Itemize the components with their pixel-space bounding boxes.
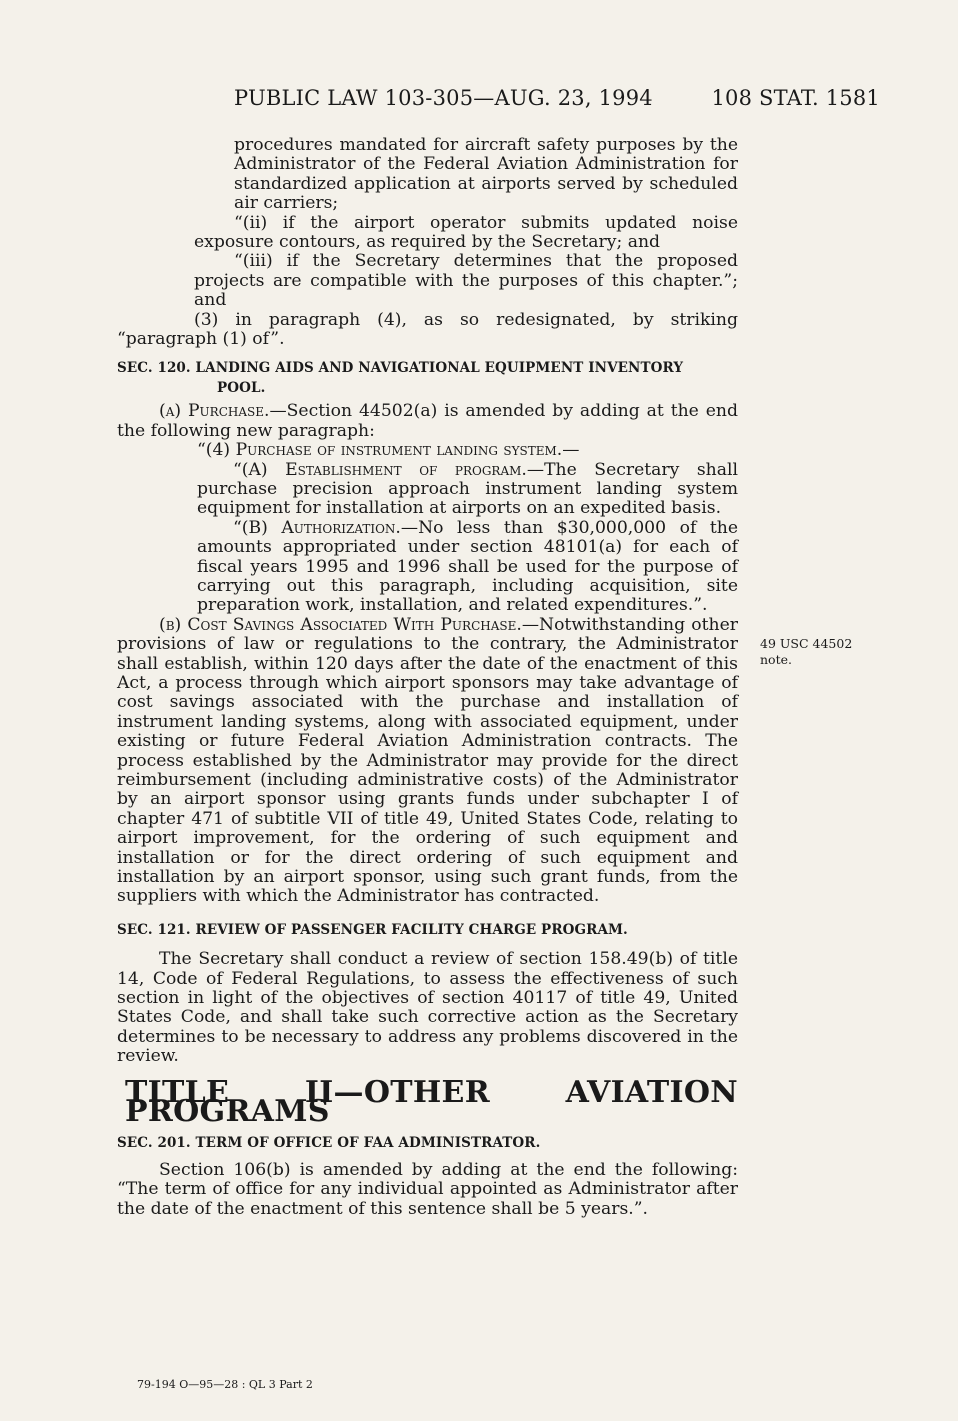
subsection-b-label: (b) Cost Savings Associated With Purchase. [159,614,522,635]
subparagraph-B-text: —No less than $30,000,000 of the amounts appropriated under section 48101(a) for each of fiscal years 1995 and 1996 shall be used for the purpose of carrying out this paragraph, including acquisition, site preparation work, installation, and related expenditures.”. [197,517,739,616]
clause-3 [117,311,738,350]
print-footer: 79-194 O—95—28 : QL 3 Part 2 [137,1378,313,1391]
subparagraph-B-label: “(B) Authorization. [233,517,401,538]
margin-note-line1: 49 USC 44502 [760,636,853,651]
section-120-heading [117,359,738,398]
running-header-title: PUBLIC LAW 103-305—AUG. 23, 1994 [234,86,653,110]
section-120-heading-cont: POOL. [217,379,266,396]
subparagraph-A-label: “(A) Establishment of program. [233,459,527,480]
clause-3-text: (3) in paragraph (4), as so redesignated, by striking “paragraph (1) of”. [117,309,738,350]
clause-iii: “(iii) if the Secretary determines that the proposed projects are compatible with the purposes of this chapter.”; and [194,251,738,311]
continued-paragraph: procedures mandated for aircraft safety purposes by the Administrator of the Federal Aviation Administration for standardized application at airports served by scheduled air carriers; [234,135,738,214]
subsection-b-text: —Notwithstanding other provisions of law or regulations to the contrary, the Administrator shall establish, within 120 days after the date of the enactment of this Act, a process through which airport sponsors may take advantage of cost savings associated with the purchase and installation of instrument landing systems, along with associated equipment, under existing or future Federal Aviation Administration contracts. The process established by the Administrator may provide for the direct reimbursement (including administrative costs) of the Administrator by an airport sponsor using grants funds under subchapter I of chapter 471 of subtitle VII of title 49, United States Code, relating to airport improvement, for the ordering of such equipment and installation or for the direct ordering of such equipment and installation by an airport sponsor, using such grant funds, from the suppliers with which the Administrator has contracted. [117,614,738,907]
body-text [117,136,738,1219]
subsection-a [117,402,738,441]
subparagraph-A-text: —The Secretary shall purchase precision approach instrument landing system equipment for installation at airports on an expedited basis. [197,459,738,519]
subsection-b [117,616,738,907]
section-120-heading-text: SEC. 120. LANDING AIDS AND NAVIGATIONAL EQUIPMENT INVENTORY [117,360,684,377]
paragraph-4-dash: — [562,440,580,461]
title-ii-heading: TITLE II—OTHER AVIATION PROGRAMS [125,1074,738,1130]
subparagraph-A [117,461,738,519]
paragraph-4-heading [117,441,738,460]
subsection-a-text: —Section 44502(a) is amended by adding at the end the following new paragraph: [117,401,739,441]
paragraph-4-label: “(4) Purchase of instrument landing system. [197,440,563,461]
subsection-a-label: (a) Purchase. [159,401,270,422]
subparagraph-B [117,519,738,616]
running-header-stat: 108 STAT. 1581 [711,86,880,110]
section-201-text: Section 106(b) is amended by adding at the end the following: “The term of office for any individual appointed as Administrator after the date of the enactment of this sentence shall be 5 years.”. [117,1159,738,1219]
margin-note-line2: note. [760,652,792,667]
clause-ii: “(ii) if the airport operator submits updated noise exposure contours, as required by the Secretary; and [194,212,738,253]
section-121-text: The Secretary shall conduct a review of section 158.49(b) of title 14, Code of Federal Regulations, to assess the effectiveness of such section in light of the objectives of section 40117 of title 49, United States Code, and shall take such corrective action as the Secretary determines to be necessary to address any problems discovered in the review. [117,949,738,1067]
section-201-heading: SEC. 201. TERM OF OFFICE OF FAA ADMINISTRATOR. [117,1134,541,1151]
section-121-heading: SEC. 121. REVIEW OF PASSENGER FACILITY CHARGE PROGRAM. [117,921,628,938]
margin-note [760,636,852,668]
